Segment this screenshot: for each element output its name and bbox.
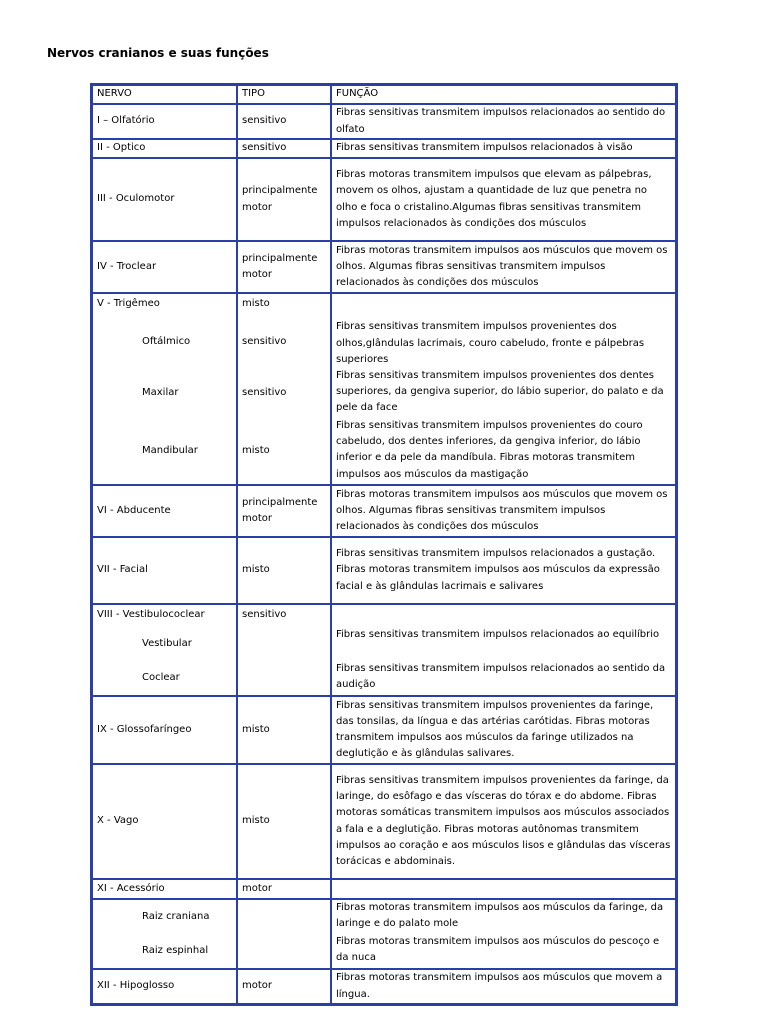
funcao-maxilar: Fibras sensitivas transmitem impulsos provenientes dos dentes superiores, da gengiva superior, do lábio superior, do palato e da pele da face (336, 370, 664, 414)
tipo-maxilar: sensitivo (242, 387, 287, 398)
tipo-group-cell (237, 899, 331, 969)
table-row (92, 241, 676, 293)
header-tipo: TIPO (237, 85, 331, 104)
tipo-group-cell (237, 293, 331, 485)
funcao-group-cell (331, 293, 676, 485)
funcao-mandibular: Fibras sensitivas transmitem impulsos provenientes do couro cabeludo, dos dentes inferiores, da gengiva inferior, do lábio inferior e da pele da mandíbula. Fibras motoras transmitem impulsos aos músculos da mastigação (336, 420, 643, 480)
nervo-main-label: VIII - Vestibulococlear (97, 609, 205, 620)
tipo-cell: sensitivo (237, 104, 331, 139)
table-row (92, 139, 676, 158)
funcao-coclear: Fibras sensitivas transmitem impulsos relacionados ao sentido da audição (336, 663, 666, 691)
table-row-group-trigemeo (92, 293, 676, 485)
header-funcao: FUNÇÃO (331, 85, 676, 104)
tipo-cell: principalmente motor (237, 485, 331, 537)
nervo-cell: X - Vago (92, 764, 237, 879)
funcao-cell: Fibras sensitivas transmitem impulsos provenientes da faringe, das tonsilas, da língua e das artérias carótidas. Fibras motoras transmitem impulsos aos músculos da faringe utilizados na deglutição e às glândulas salivares. (331, 696, 676, 764)
table-row (92, 485, 676, 537)
nervo-cell: XI - Acessório (92, 879, 237, 899)
tipo-cell: motor (237, 879, 331, 899)
tipo-cell: motor (237, 969, 331, 1004)
sub-nervo-maxilar: Maxilar (142, 387, 179, 398)
tipo-oftalmico: sensitivo (242, 336, 287, 347)
nervo-cell: III - Oculomotor (92, 158, 237, 241)
tipo-main: misto (242, 298, 270, 309)
table-row (92, 764, 676, 879)
table-header-row (92, 85, 676, 104)
table-row (92, 537, 676, 604)
tipo-cell: misto (237, 537, 331, 604)
header-nervo: NERVO (92, 85, 237, 104)
funcao-raiz-espinhal: Fibras motoras transmitem impulsos aos músculos do pescoço e da nuca (336, 936, 660, 964)
cranial-nerves-table-container (90, 83, 678, 1006)
funcao-cell: Fibras motoras transmitem impulsos aos músculos que movem os olhos. Algumas fibras sensitivas transmitem impulsos relacionados às condições dos músculos (331, 485, 676, 537)
funcao-cell: Fibras motoras transmitem impulsos aos músculos que movem a língua. (331, 969, 676, 1004)
funcao-group-cell (331, 604, 676, 696)
tipo-cell: principalmente motor (237, 158, 331, 241)
tipo-group-cell (237, 604, 331, 696)
sub-nervo-raiz-espinhal: Raiz espinhal (142, 945, 209, 956)
funcao-vestibular: Fibras sensitivas transmitem impulsos relacionados ao equilíbrio (336, 629, 660, 640)
nervo-cell: XII - Hipoglosso (92, 969, 237, 1004)
nervo-cell: VII - Facial (92, 537, 237, 604)
table-row (92, 879, 676, 899)
tipo-cell: misto (237, 696, 331, 764)
document-title: Nervos cranianos e suas funções (47, 46, 269, 60)
sub-nervo-coclear: Coclear (142, 672, 180, 683)
funcao-cell: Fibras motoras transmitem impulsos aos músculos que movem os olhos. Algumas fibras sensitivas transmitem impulsos relacionados às condições dos músculos (331, 241, 676, 293)
tipo-cell: principalmente motor (237, 241, 331, 293)
funcao-cell: Fibras sensitivas transmitem impulsos relacionados à visão (331, 139, 676, 158)
tipo-mandibular: misto (242, 445, 270, 456)
nervo-group-cell (92, 899, 237, 969)
nervo-cell: IX - Glossofaríngeo (92, 696, 237, 764)
nervo-cell: VI - Abducente (92, 485, 237, 537)
sub-nervo-oftalmico: Oftálmico (142, 336, 191, 347)
nervo-cell: IV - Troclear (92, 241, 237, 293)
nervo-group-cell (92, 604, 237, 696)
funcao-cell (331, 879, 676, 899)
sub-nervo-raiz-craniana: Raiz craniana (142, 911, 210, 922)
tipo-cell: misto (237, 764, 331, 879)
tipo-main: sensitivo (242, 609, 287, 620)
table-row-group-acessorio-raizes (92, 899, 676, 969)
table-row (92, 104, 676, 139)
funcao-oftalmico: Fibras sensitivas transmitem impulsos provenientes dos olhos,glândulas lacrimais, couro cabeludo, fronte e pálpebras superiores (336, 321, 645, 365)
funcao-raiz-craniana: Fibras motoras transmitem impulsos aos músculos da faringe, da laringe e do palato mole (336, 902, 664, 930)
tipo-cell: sensitivo (237, 139, 331, 158)
funcao-cell: Fibras sensitivas transmitem impulsos relacionados a gustação. Fibras motoras transmitem impulsos aos músculos da expressão facial e às glândulas lacrimais e salivares (331, 537, 676, 604)
table-row (92, 696, 676, 764)
funcao-empty (336, 296, 671, 316)
cranial-nerves-table (90, 83, 678, 1006)
table-row-group-vestibulococlear (92, 604, 676, 696)
nervo-group-cell (92, 293, 237, 485)
funcao-cell: Fibras sensitivas transmitem impulsos provenientes da faringe, da laringe, do esôfago e das vísceras do tórax e do abdome. Fibras motoras somáticas transmitem impulsos aos músculos associados a fala e a deglutição. Fibras motoras autônomas transmitem impulsos ao coração e aos músculos lisos e glândulas das vísceras torácicas e abdominais. (331, 764, 676, 879)
funcao-empty (336, 607, 671, 627)
funcao-group-cell (331, 899, 676, 969)
funcao-cell: Fibras motoras transmitem impulsos que elevam as pálpebras, movem os olhos, ajustam a quantidade de luz que penetra no olho e foca o cristalino.Algumas fibras sensitivas transmitem impulsos relacionados às condições dos músculos (331, 158, 676, 241)
table-row (92, 969, 676, 1004)
sub-nervo-vestibular: Vestibular (142, 638, 192, 649)
nervo-cell: II - Optico (92, 139, 237, 158)
sub-nervo-mandibular: Mandibular (142, 445, 198, 456)
nervo-main-label: V - Trigêmeo (97, 298, 160, 309)
funcao-cell: Fibras sensitivas transmitem impulsos relacionados ao sentido do olfato (331, 104, 676, 139)
nervo-cell: I – Olfatório (92, 104, 237, 139)
table-row (92, 158, 676, 241)
